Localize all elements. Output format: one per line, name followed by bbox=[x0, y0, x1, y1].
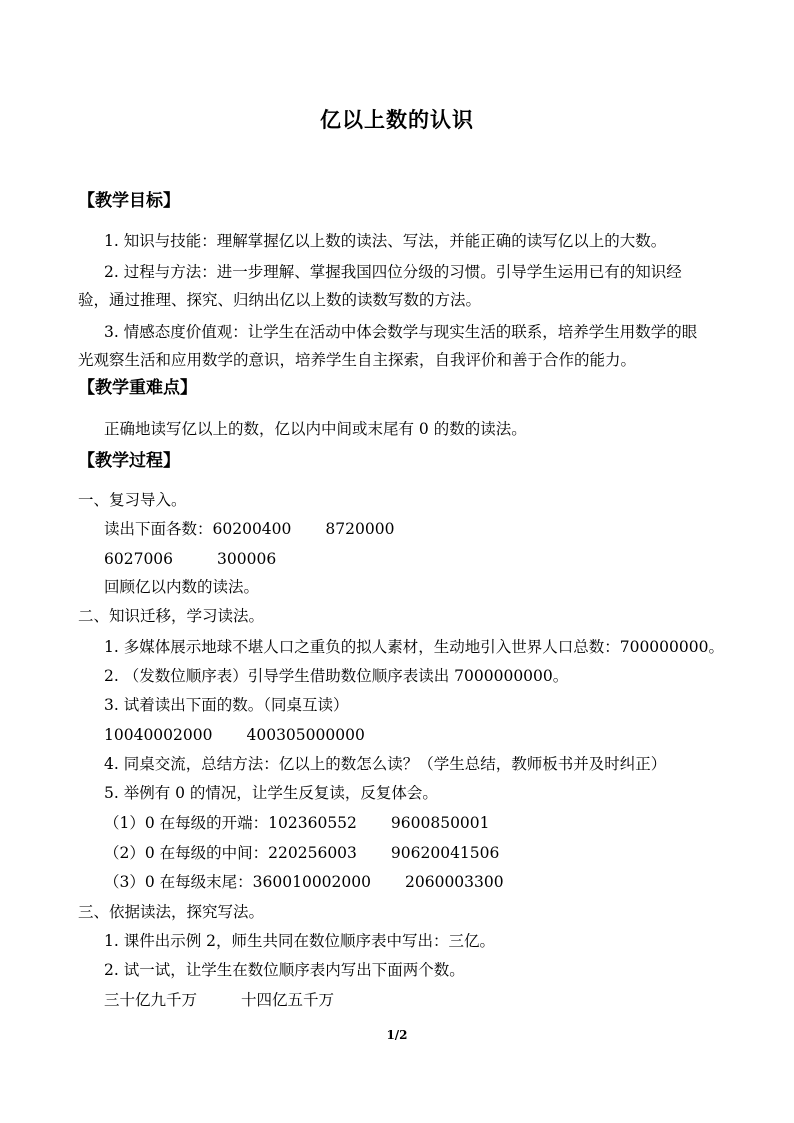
part3-step-2: 2. 试一试，让学生在数位顺序表内写出下面两个数。 bbox=[104, 961, 465, 979]
part2-case-3-num: 2060003300 bbox=[405, 873, 504, 891]
part2-step-3-num-b: 400305000000 bbox=[246, 726, 365, 744]
key-points-heading: 【教学重难点】 bbox=[78, 378, 197, 398]
part1-num-a: 6027006 bbox=[104, 550, 174, 568]
part1-numbers-line bbox=[104, 549, 276, 569]
part2-case-2-label: （2）0 在每级的中间：220256003 bbox=[104, 844, 357, 862]
part2-step-2: 2. （发数位顺序表）引导学生借助数位顺序表读出 7000000000。 bbox=[104, 667, 569, 685]
part2-case-3-label: （3）0 在每级末尾：360010002000 bbox=[104, 873, 371, 891]
goals-paragraph-1: 1. 知识与技能：理解掌握亿以上数的读法、写法，并能正确的读写亿以上的大数。 bbox=[104, 232, 667, 250]
part1-num-b: 300006 bbox=[217, 550, 277, 568]
part2-title: 二、知识迁移，学习读法。 bbox=[78, 607, 265, 625]
part2-step-3-numbers bbox=[104, 725, 365, 745]
part2-case-2-num: 90620041506 bbox=[390, 844, 500, 862]
page-number: 1/2 bbox=[386, 1028, 408, 1042]
part1-review: 回顾亿以内数的读法。 bbox=[104, 578, 260, 596]
part2-step-3: 3. 试着读出下面的数。（同桌互读） bbox=[104, 696, 349, 714]
part3-step-1: 1. 课件出示例 2，师生共同在数位顺序表中写出：三亿。 bbox=[104, 932, 496, 950]
goals-paragraph-3-line-1: 3. 情感态度价值观：让学生在活动中体会数学与现实生活的联系，培养学生用数学的眼 bbox=[104, 323, 698, 341]
goals-paragraph-2-line-2: 验，通过推理、探究、归纳出亿以上数的读数写数的方法。 bbox=[78, 291, 482, 309]
part2-case-3 bbox=[104, 872, 504, 892]
part3-title: 三、依据读法，探究写法。 bbox=[78, 903, 265, 921]
part2-case-1-label: （1）0 在每级的开端：102360552 bbox=[104, 814, 357, 832]
part1-read-line bbox=[104, 519, 394, 539]
part3-num-b: 十四亿五千万 bbox=[241, 991, 335, 1009]
goals-paragraph-2-line-1: 2. 过程与方法：进一步理解、掌握我国四位分级的习惯。引导学生运用已有的知识经 bbox=[104, 263, 682, 281]
key-points-paragraph: 正确地读写亿以上的数，亿以内中间或末尾有 0 的数的读法。 bbox=[104, 420, 527, 438]
part3-num-a: 三十亿九千万 bbox=[104, 991, 198, 1009]
part2-case-1 bbox=[104, 813, 490, 833]
part3-numbers bbox=[104, 990, 334, 1010]
process-heading: 【教学过程】 bbox=[78, 451, 180, 471]
page-title: 亿以上数的认识 bbox=[320, 107, 474, 132]
part2-step-1: 1. 多媒体展示地球不堪人口之重负的拟人素材，生动地引入世界人口总数：700000000。 bbox=[104, 638, 724, 656]
part2-step-5: 5. 举例有 0 的情况，让学生反复读，反复体会。 bbox=[104, 784, 438, 802]
part1-read-num2: 8720000 bbox=[325, 520, 395, 538]
part1-read-prompt: 读出下面各数：60200400 bbox=[104, 520, 292, 538]
part2-case-1-num: 9600850001 bbox=[390, 814, 490, 832]
goals-heading: 【教学目标】 bbox=[78, 191, 180, 211]
part1-title: 一、复习导入。 bbox=[78, 491, 187, 509]
part2-case-2 bbox=[104, 843, 499, 863]
part2-step-4: 4. 同桌交流，总结方法：亿以上的数怎么读？（学生总结，教师板书并及时纠正） bbox=[104, 755, 667, 773]
goals-paragraph-3-line-2: 光观察生活和应用数学的意识，培养学生自主探索，自我评价和善于合作的能力。 bbox=[78, 351, 637, 369]
part2-step-3-num-a: 10040002000 bbox=[104, 726, 213, 744]
